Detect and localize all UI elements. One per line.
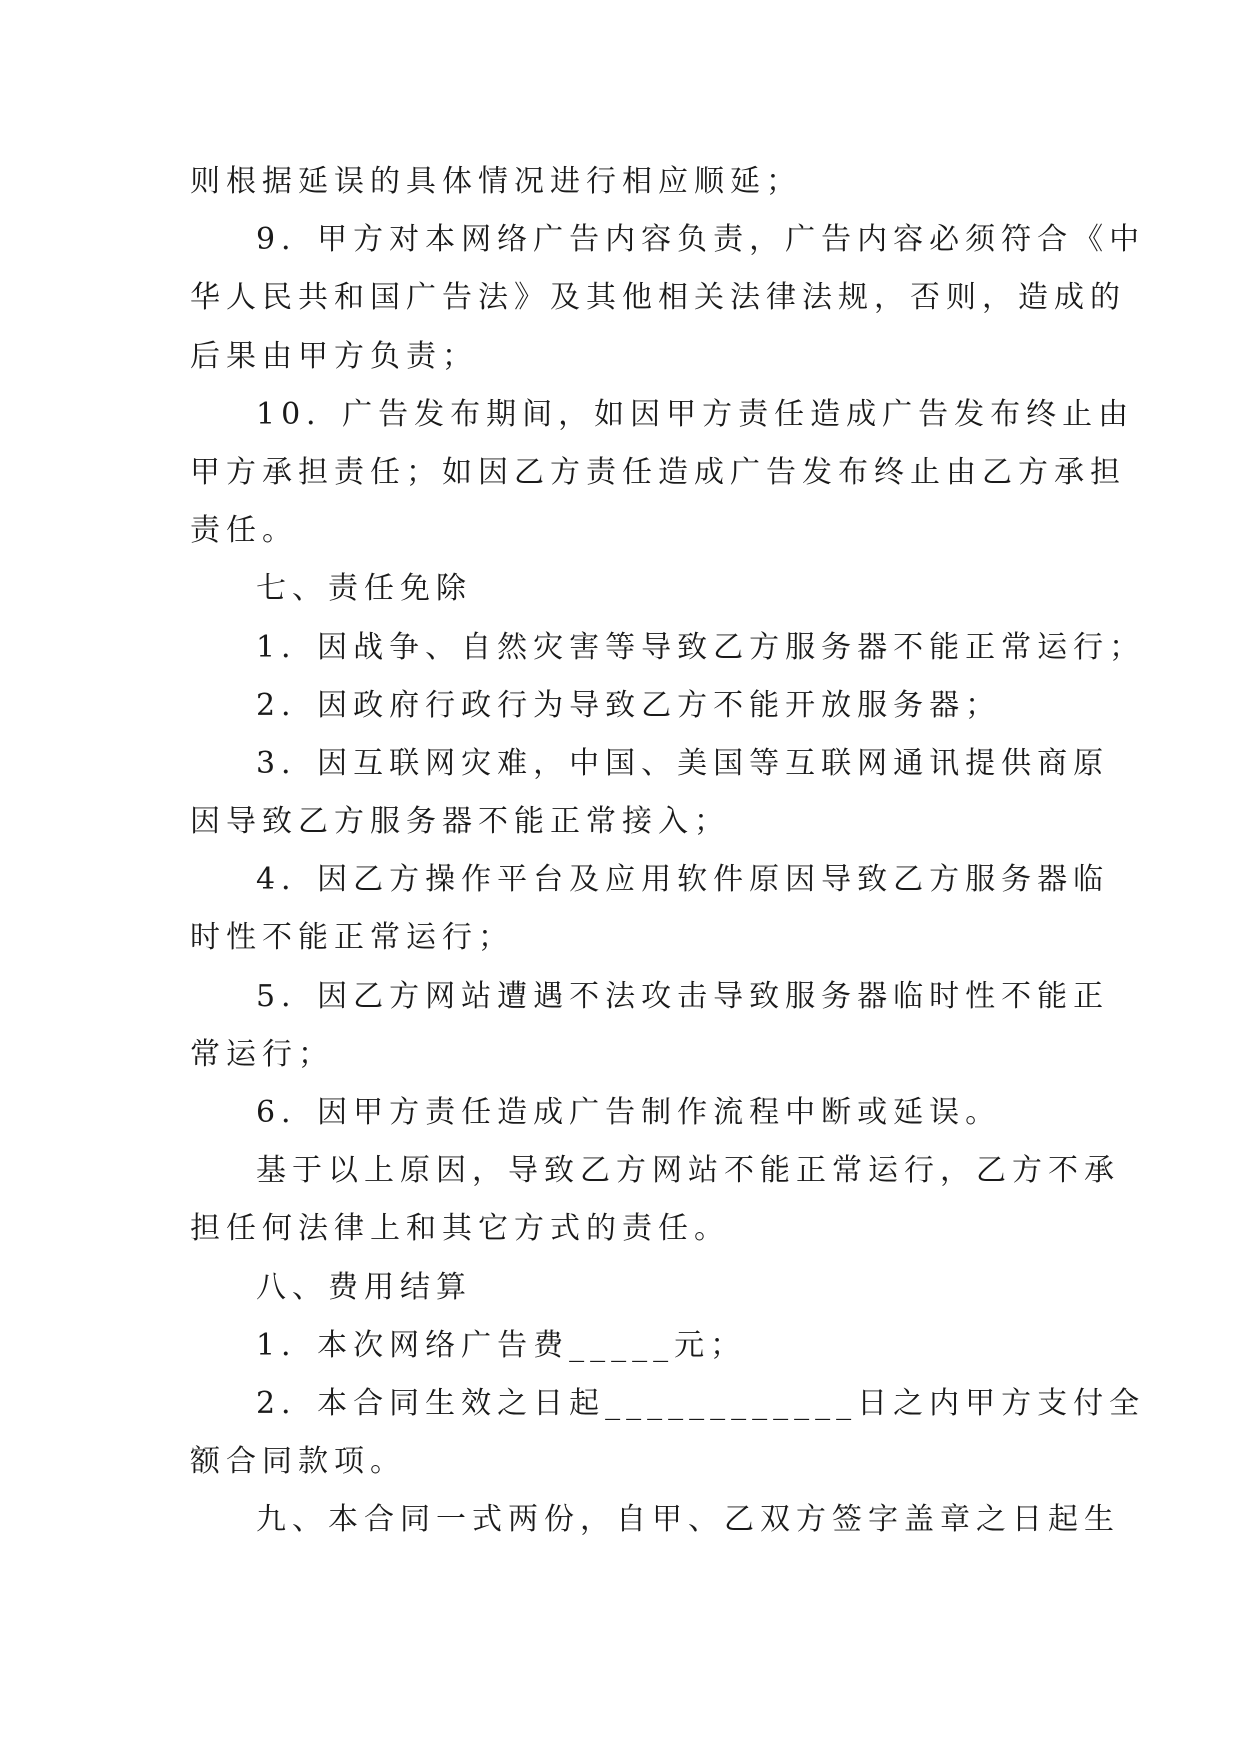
text-line: 因导致乙方服务器不能正常接入； <box>190 804 730 840</box>
text-line: 2．因政府行政行为导致乙方不能开放服务器； <box>256 687 1002 723</box>
text-line: 九、本合同一式两份，自甲、乙双方签字盖章之日起生 <box>256 1502 1120 1538</box>
text-line: 3．因互联网灾难，中国、美国等互联网通讯提供商原 <box>256 745 1110 781</box>
text-line: 10．广告发布期间，如因甲方责任造成广告发布终止由 <box>256 396 1135 432</box>
section-heading: 七、责任免除 <box>256 571 472 607</box>
text-line: 1．因战争、自然灾害等导致乙方服务器不能正常运行； <box>256 629 1146 665</box>
text-line: 4．因乙方操作平台及应用软件原因导致乙方服务器临 <box>256 862 1110 898</box>
text-line: 则根据延误的具体情况进行相应顺延； <box>190 164 802 199</box>
text-line: 2．本合同生效之日起____________日之内甲方支付全 <box>256 1385 1146 1421</box>
text-line: 9．甲方对本网络广告内容负责，广告内容必须符合《中 <box>256 222 1146 258</box>
text-line: 后果由甲方负责； <box>190 338 478 374</box>
section-heading: 八、费用结算 <box>256 1269 472 1305</box>
text-line: 额合同款项。 <box>190 1444 406 1480</box>
text-line: 6．因甲方责任造成广告制作流程中断或延误。 <box>256 1095 1002 1130</box>
text-line: 担任何法律上和其它方式的责任。 <box>190 1211 730 1247</box>
document-page <box>190 153 1146 1550</box>
text-line: 责任。 <box>190 513 298 549</box>
text-line: 甲方承担责任；如因乙方责任造成广告发布终止由乙方承担 <box>190 454 1126 490</box>
text-line: 常运行； <box>190 1036 334 1072</box>
text-line: 基于以上原因，导致乙方网站不能正常运行，乙方不承 <box>256 1153 1120 1189</box>
text-line: 华人民共和国广告法》及其他相关法律法规，否则，造成的 <box>190 280 1126 316</box>
text-line: 5．因乙方网站遭遇不法攻击导致服务器临时性不能正 <box>256 978 1110 1014</box>
text-line: 时性不能正常运行； <box>190 920 514 956</box>
text-line: 1．本次网络广告费_____元； <box>256 1327 747 1363</box>
